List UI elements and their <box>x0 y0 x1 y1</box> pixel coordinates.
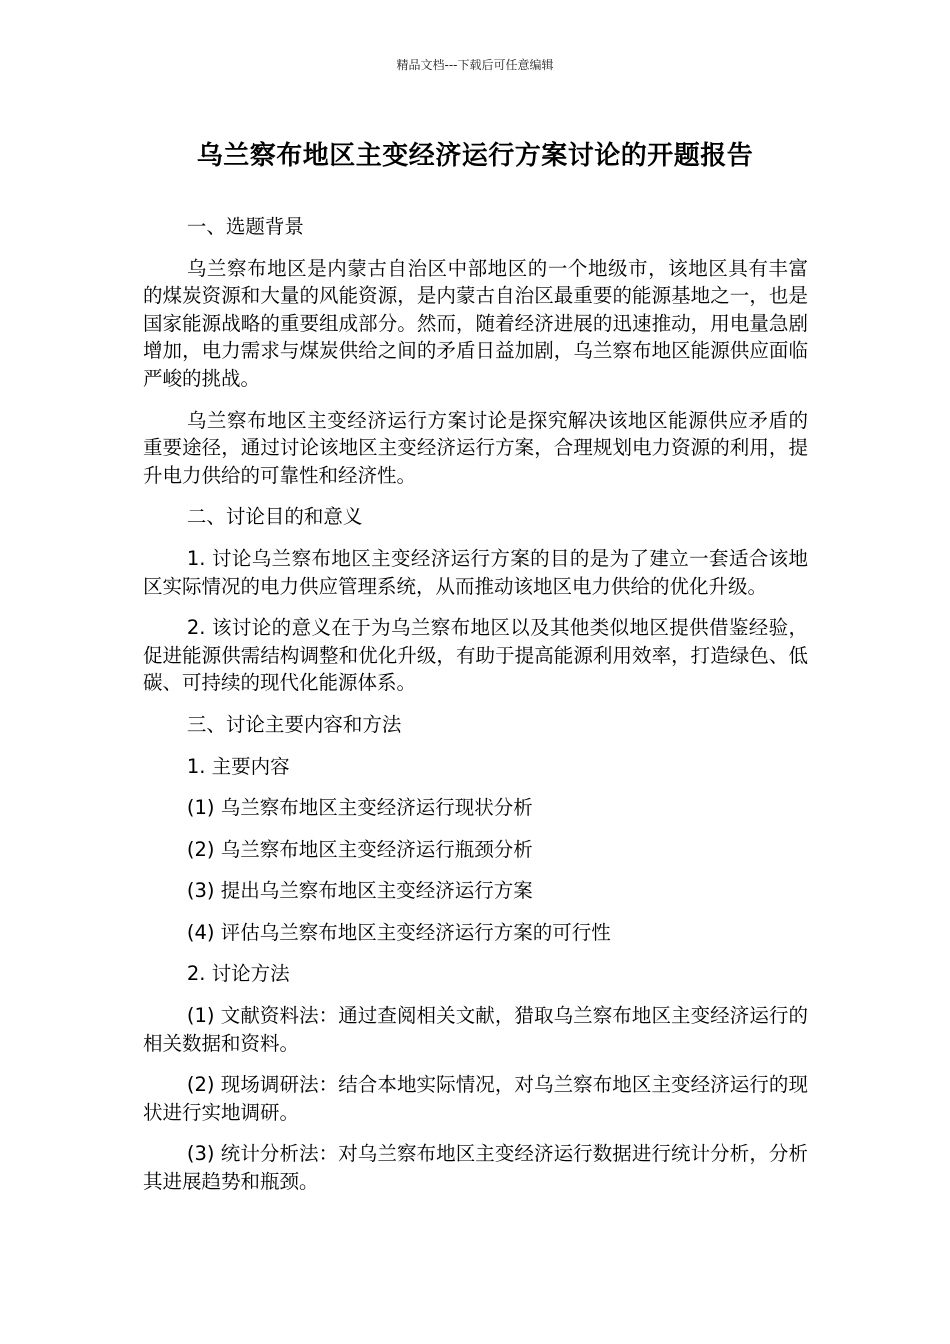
paragraph-background-2: 乌兰察布地区主变经济运行方案讨论是探究解决该地区能源供应矛盾的重要途径，通过讨论该地区主变经济运行方案，合理规划电力资源的利用，提升电力供给的可靠性和经济性。 <box>143 408 808 487</box>
paragraph-purpose-1: 1. 讨论乌兰察布地区主变经济运行方案的目的是为了建立一套适合该地区实际情况的电力供应管理系统，从而推动该地区电力供给的优化升级。 <box>143 546 808 598</box>
list-item-method-3: (3) 统计分析法：对乌兰察布地区主变经济运行数据进行统计分析，分析其进展趋势和瓶颈。 <box>143 1142 808 1194</box>
list-item-content-3: (3) 提出乌兰察布地区主变经济运行方案 <box>186 879 533 903</box>
list-item-method-1: (1) 文献资料法：通过查阅相关文献，猎取乌兰察布地区主变经济运行的相关数据和资料。 <box>143 1004 808 1055</box>
section-heading-background: 一、选题背景 <box>186 215 304 238</box>
section-heading-content-methods: 三、讨论主要内容和方法 <box>186 712 402 736</box>
list-item-content-1: (1) 乌兰察布地区主变经济运行现状分析 <box>186 796 533 820</box>
paragraph-purpose-2: 2. 该讨论的意义在于为乌兰察布地区以及其他类似地区提供借鉴经验，促进能源供需结构调整和优化升级，有助于提高能源利用效率，打造绿色、低碳、可持续的现代化能源体系。 <box>143 616 808 695</box>
subheading-main-content: 1. 主要内容 <box>186 754 290 778</box>
section-heading-purpose: 二、讨论目的和意义 <box>186 505 363 529</box>
subheading-methods: 2. 讨论方法 <box>186 962 290 986</box>
paragraph-background-1: 乌兰察布地区是内蒙古自治区中部地区的一个地级市，该地区具有丰富的煤炭资源和大量的风能资源，是内蒙古自治区最重要的能源基地之一，也是国家能源战略的重要组成部分。然而，随着经济进展的迅速推动，用电量急剧增加，电力需求与煤炭供给之间的矛盾日益加剧，乌兰察布地区能源供应面临严峻的挑战。 <box>143 256 808 390</box>
list-item-method-2: (2) 现场调研法：结合本地实际情况，对乌兰察布地区主变经济运行的现状进行实地调研。 <box>143 1073 808 1124</box>
header-note: 精品文档---下载后可任意编辑 <box>396 58 554 72</box>
list-item-content-2: (2) 乌兰察布地区主变经济运行瓶颈分析 <box>186 837 533 861</box>
document-title: 乌兰察布地区主变经济运行方案讨论的开题报告 <box>196 141 754 171</box>
document-body <box>143 213 808 1210</box>
list-item-content-4: (4) 评估乌兰察布地区主变经济运行方案的可行性 <box>186 920 611 944</box>
